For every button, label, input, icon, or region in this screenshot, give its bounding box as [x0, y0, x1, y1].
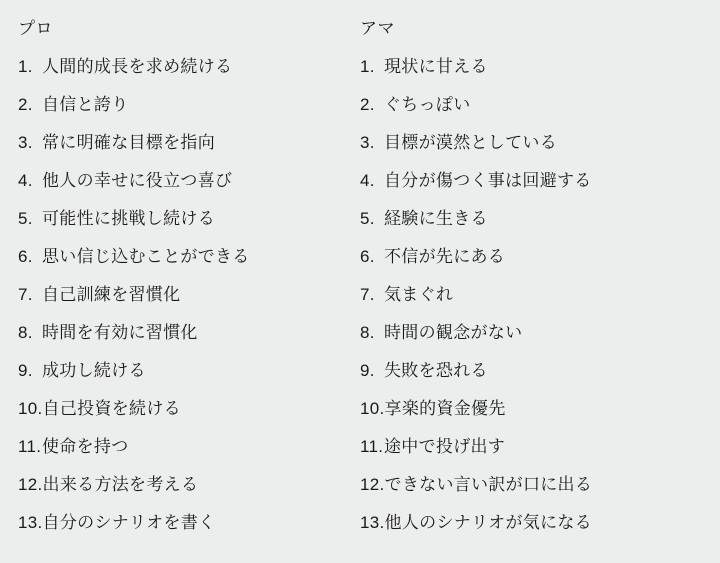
- list-item-number: 10.: [360, 399, 385, 418]
- list-item-text: 目標が漠然としている: [384, 133, 557, 152]
- list-item-number: 5.: [18, 209, 33, 228]
- list-item-number: 1.: [360, 57, 375, 76]
- list-item-text: 現状に甘える: [384, 57, 488, 76]
- list-item-text: 他人の幸せに役立つ喜び: [42, 171, 233, 190]
- list-item: [18, 124, 348, 162]
- list-item-number: 11.: [360, 437, 384, 456]
- list-item: [18, 276, 348, 314]
- list-item-text: 成功し続ける: [42, 361, 146, 380]
- list-item: [18, 352, 348, 390]
- list-item: [360, 200, 720, 238]
- list-item-number: 13.: [18, 513, 43, 532]
- list-item-number: 7.: [18, 285, 33, 304]
- list-item: [360, 86, 720, 124]
- list-item-text: 使命を持つ: [42, 437, 129, 456]
- list-item-number: 3.: [18, 133, 33, 152]
- list-item-number: 4.: [18, 171, 33, 190]
- list-item-number: 6.: [18, 247, 33, 266]
- list-item-text: 時間を有効に習慣化: [42, 323, 198, 342]
- list-item-number: 6.: [360, 247, 375, 266]
- list-item-number: 3.: [360, 133, 375, 152]
- list-item: [18, 314, 348, 352]
- list-item-text: 気まぐれ: [384, 285, 454, 304]
- list-item: [18, 238, 348, 276]
- list-item: [360, 390, 720, 428]
- list-item-number: 13.: [360, 513, 385, 532]
- list-item-text: 自分が傷つく事は回避する: [384, 171, 592, 190]
- list-item-number: 12.: [18, 475, 43, 494]
- list-item: [360, 124, 720, 162]
- list-item-number: 5.: [360, 209, 375, 228]
- list-item-number: 11.: [18, 437, 42, 456]
- list-item-text: 思い信じ込むことができる: [42, 247, 250, 266]
- column-pro-heading: プロ: [18, 19, 53, 38]
- column-ama-heading: アマ: [360, 19, 395, 38]
- list-item-text: 享楽的資金優先: [384, 399, 506, 418]
- list-item: [18, 200, 348, 238]
- list-item-number: 9.: [360, 361, 375, 380]
- list-item-number: 7.: [360, 285, 375, 304]
- list-item-text: ぐちっぽい: [384, 95, 471, 114]
- list-item: [360, 466, 720, 504]
- list-item-text: 失敗を恐れる: [384, 361, 488, 380]
- column-pro: [0, 10, 348, 542]
- list-item: [18, 86, 348, 124]
- list-item-text: 自己訓練を習慣化: [42, 285, 181, 304]
- list-item-text: 自己投資を続ける: [42, 399, 181, 418]
- list-item-number: 1.: [18, 57, 33, 76]
- list-item: [18, 162, 348, 200]
- list-item-number: 8.: [18, 323, 33, 342]
- list-item: [18, 48, 348, 86]
- list-item-number: 4.: [360, 171, 375, 190]
- comparison-columns: [0, 10, 720, 542]
- list-item-text: 可能性に挑戦し続ける: [42, 209, 215, 228]
- list-item-text: 不信が先にある: [384, 247, 506, 266]
- list-item: [360, 504, 720, 542]
- list-item-text: 人間的成長を求め続ける: [42, 57, 233, 76]
- list-item-number: 12.: [360, 475, 385, 494]
- list-item: [360, 314, 720, 352]
- list-item-text: 常に明確な目標を指向: [42, 133, 215, 152]
- list-item-text: 途中で投げ出す: [384, 437, 506, 456]
- list-item-text: 時間の観念がない: [384, 323, 523, 342]
- list-item: [360, 428, 720, 466]
- list-item-text: 自分のシナリオを書く: [42, 513, 216, 532]
- list-item-number: 8.: [360, 323, 375, 342]
- list-item: [18, 504, 348, 542]
- list-item: [18, 390, 348, 428]
- list-item-text: 出来る方法を考える: [42, 475, 199, 494]
- list-item-text: 他人のシナリオが気になる: [384, 513, 592, 532]
- column-ama: [348, 10, 720, 542]
- list-item: [360, 276, 720, 314]
- list-item-number: 10.: [18, 399, 43, 418]
- list-item: [18, 428, 348, 466]
- list-item-text: 経験に生きる: [384, 209, 488, 228]
- list-item-number: 9.: [18, 361, 33, 380]
- list-item-text: 自信と誇り: [42, 95, 129, 114]
- list-item: [18, 466, 348, 504]
- list-item: [360, 162, 720, 200]
- list-item: [360, 48, 720, 86]
- list-item: [360, 352, 720, 390]
- list-item: [360, 238, 720, 276]
- list-item-text: できない言い訳が口に出る: [384, 475, 593, 494]
- list-item-number: 2.: [18, 95, 33, 114]
- list-item-number: 2.: [360, 95, 375, 114]
